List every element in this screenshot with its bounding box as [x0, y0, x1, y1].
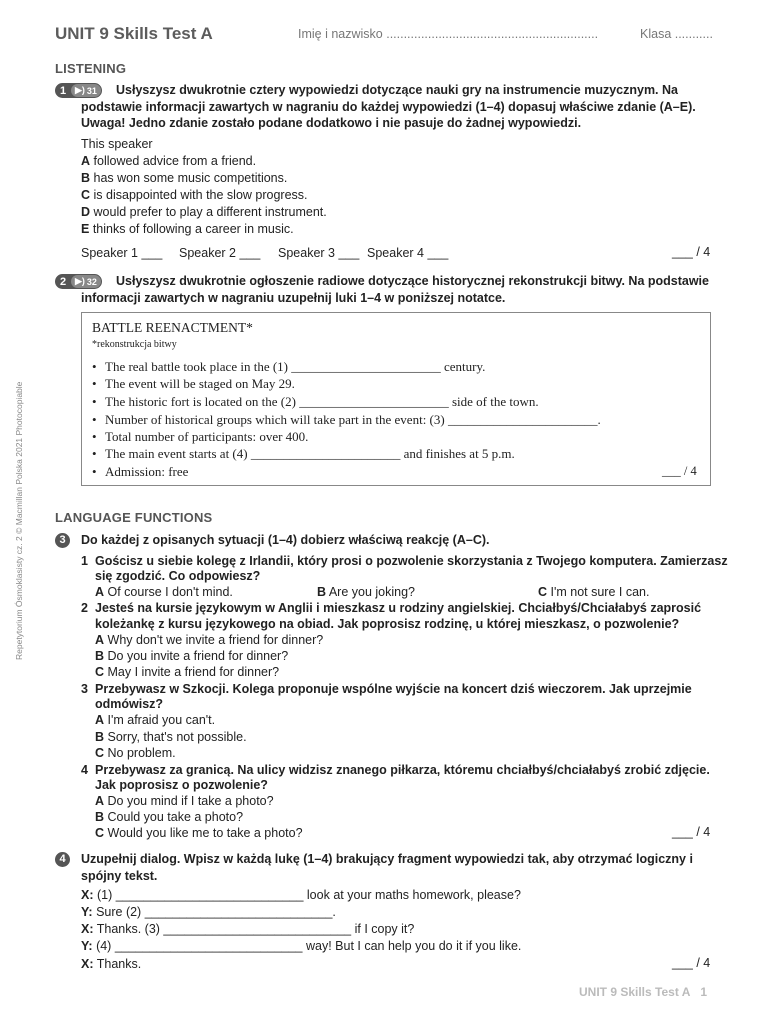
- track-number: 31: [86, 85, 97, 96]
- question-text: Jesteś na kursie językowym w Anglii i mieszkasz u rodziny angielskiej. Chciałbyś/Chciałabyś zaprosić: [95, 601, 702, 615]
- question-text: odmówisz?: [95, 697, 164, 711]
- section-listening: LISTENING: [55, 61, 127, 76]
- score: ___ / 4: [672, 825, 711, 839]
- score: ___ / 4: [672, 956, 711, 970]
- footer-title: UNIT 9 Skills Test A: [579, 985, 691, 999]
- answer-option[interactable]: A I'm afraid you can't.: [95, 713, 216, 727]
- question-number: 4: [81, 763, 88, 777]
- ex1-option: E thinks of following a career in music.: [81, 222, 294, 236]
- note-bullet: • Number of historical groups which will take part in the event: (3) _______________________.: [92, 412, 601, 427]
- exercise-1-instruction: Usłyszysz dwukrotnie cztery wypowiedzi dotyczące nauki gry na instrumencie muzycznym. Na podstawie informacji zawartych w nagraniu do każdej wypowiedzi (1–4) dopasuj właściwe zdanie (A–E). Uwaga! Jedno zdanie zostało podane dodatkowo i nie pasuje do żadnej wypowiedzi.: [81, 83, 696, 130]
- name-field: Imię i nazwisko .............................................................: [298, 27, 599, 41]
- page-title: UNIT 9 Skills Test A: [55, 24, 213, 43]
- page-number: 1: [700, 985, 708, 999]
- question-text: Gościsz u siebie kolegę z Irlandii, który prosi o pozwolenie skorzystania z Twojego komputera. Zamierzasz: [95, 554, 728, 568]
- exercise-3-instruction: Do każdej z opisanych sytuacji (1–4) dobierz właściwą reakcję (A–C).: [81, 533, 490, 547]
- speaker-icon: ▶): [75, 85, 85, 95]
- ex1-option: C is disappointed with the slow progress.: [81, 188, 308, 202]
- note-bullet: • The event will be staged on May 29.: [92, 376, 295, 391]
- speaker-icon: ▶): [75, 276, 85, 286]
- question-number: 2: [81, 601, 88, 615]
- answer-option[interactable]: C Would you like me to take a photo?: [95, 826, 303, 840]
- note-bullet: • The real battle took place in the (1) _______________________ century.: [92, 359, 486, 374]
- question-text: Przebywasz za granicą. Na ulicy widzisz znanego piłkarza, któremu chciałbyś/chciałabyś zrobić zdjęcie.: [95, 763, 710, 777]
- answer-option[interactable]: B Sorry, that's not possible.: [95, 730, 247, 744]
- exercise-2-instruction: Usłyszysz dwukrotnie ogłoszenie radiowe dotyczące historycznej rekonstrukcji bitwy. Na podstawie informacji zawartych w nagraniu uzupełnij luki 1–4 w poniższej notatce.: [81, 274, 709, 305]
- note-title: BATTLE REENACTMENT*: [92, 320, 253, 335]
- answer-option[interactable]: B Do you invite a friend for dinner?: [95, 649, 289, 663]
- exercise-3-badge: 3: [55, 533, 70, 548]
- dialog-line: Y: Sure (2) ___________________________.: [81, 905, 336, 919]
- note-bullet: • The historic fort is located on the (2) _______________________ side of the town.: [92, 394, 539, 409]
- answer-option[interactable]: A Do you mind if I take a photo?: [95, 794, 274, 808]
- question-text: się zgodzić. Co odpowiesz?: [95, 569, 261, 583]
- track-number: 32: [86, 276, 97, 287]
- ex1-option: A followed advice from a friend.: [81, 154, 257, 168]
- question-text: koleżankę z kursu językowego na obiad. Jak poprosisz rodzinę, u której mieszkasz, o pozwolenie?: [95, 617, 680, 631]
- score: ___ / 4: [662, 464, 697, 478]
- exercise-number: 2: [59, 275, 67, 288]
- ex1-option: D would prefer to play a different instrument.: [81, 205, 327, 219]
- answer-option[interactable]: C I'm not sure I can.: [538, 585, 650, 599]
- exercise-4-badge: 4: [55, 852, 70, 867]
- answer-option[interactable]: C No problem.: [95, 746, 176, 760]
- dialog-line: X: Thanks. (3) ___________________________ if I copy it?: [81, 922, 415, 936]
- question-number: 1: [81, 554, 88, 568]
- speaker-2-blank[interactable]: Speaker 2 ___: [179, 246, 261, 260]
- speaker-3-blank[interactable]: Speaker 3 ___: [278, 246, 360, 260]
- page-footer: [579, 985, 707, 999]
- note-bullet: • Admission: free: [92, 464, 189, 479]
- answer-option[interactable]: C May I invite a friend for dinner?: [95, 665, 280, 679]
- exercise-number: 1: [59, 84, 67, 97]
- question-number: 3: [81, 682, 88, 696]
- answer-option[interactable]: B Are you joking?: [317, 585, 415, 599]
- note-bullet: • Total number of participants: over 400.: [92, 429, 309, 444]
- dialog-line: X: (1) ___________________________ look at your maths homework, please?: [81, 888, 521, 902]
- answer-option[interactable]: A Why don't we invite a friend for dinner?: [95, 633, 324, 647]
- answer-option[interactable]: A Of course I don't mind.: [95, 585, 233, 599]
- section-language-functions: LANGUAGE FUNCTIONS: [55, 510, 213, 525]
- exercise-4-instruction: Uzupełnij dialog. Wpisz w każdą lukę (1–4) brakujący fragment wypowiedzi tak, aby otrzymać logiczny i spójny tekst.: [81, 852, 693, 883]
- question-text: Przebywasz w Szkocji. Kolega proponuje wspólne wyjście na koncert dziś wieczorem. Jak uprzejmie: [95, 682, 692, 696]
- note-footnote: *rekonstrukcja bitwy: [92, 339, 177, 350]
- answer-option[interactable]: B Could you take a photo?: [95, 810, 244, 824]
- ex1-lead: This speaker: [81, 137, 153, 151]
- dialog-line: Y: (4) ___________________________ way! But I can help you do it if you like.: [81, 939, 522, 953]
- speaker-4-blank[interactable]: Speaker 4 ___: [367, 246, 449, 260]
- ex1-option: B has won some music competitions.: [81, 171, 288, 185]
- class-field: Klasa ...........: [640, 27, 713, 41]
- dialog-line: X: Thanks.: [81, 957, 142, 971]
- question-text: Jak poprosisz o pozwolenie?: [95, 778, 268, 792]
- speaker-1-blank[interactable]: Speaker 1 ___: [81, 246, 163, 260]
- copyright-note: Repetytorium Ósmoklasisty cz. 2 © Macmillan Polska 2021 Photocopiable: [14, 381, 24, 660]
- score: ___ / 4: [672, 245, 711, 259]
- note-bullet: • The main event starts at (4) _______________________ and finishes at 5 p.m.: [92, 446, 515, 461]
